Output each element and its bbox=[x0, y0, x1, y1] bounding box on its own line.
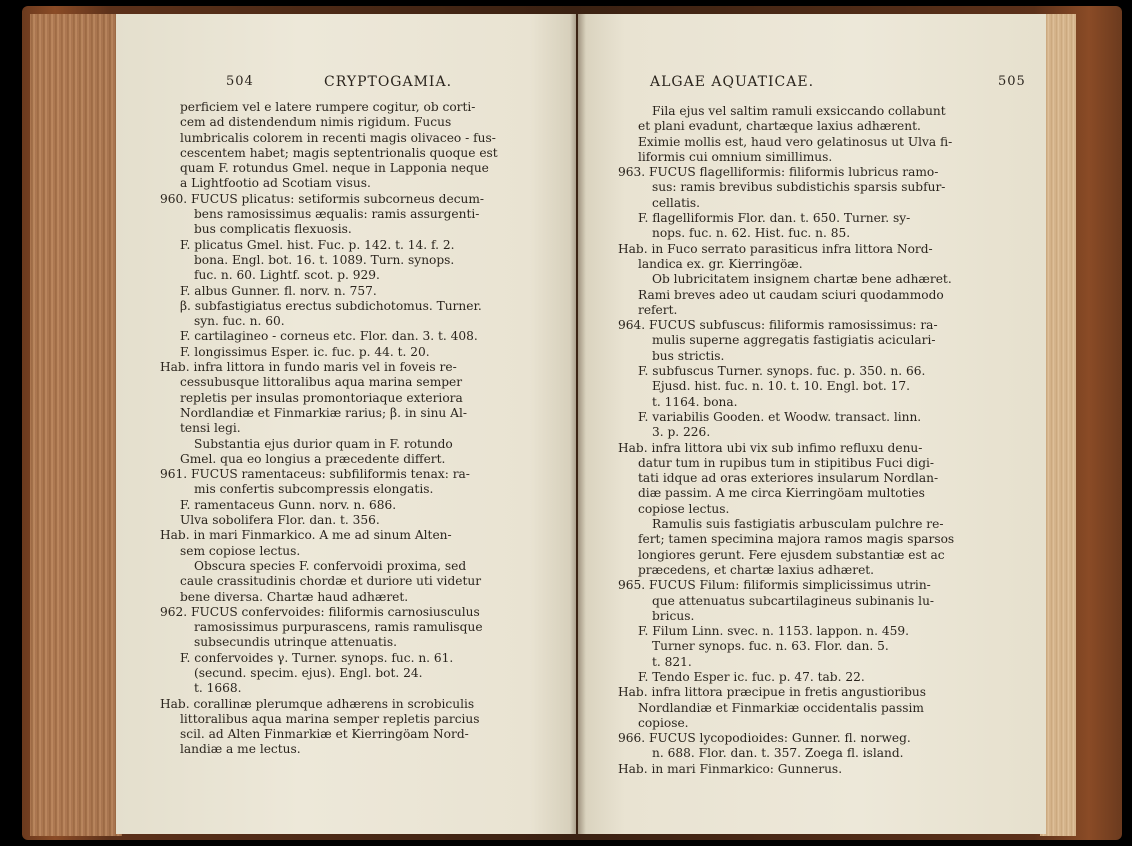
left-text-line: Hab. corallinæ plerumque adhærens in scrobiculis bbox=[160, 696, 475, 711]
left-text-line: Hab. in mari Finmarkico. A me ad sinum Alten- bbox=[160, 528, 452, 543]
left-page-number: 504 bbox=[226, 74, 254, 89]
left-text-line: cem ad distendendum nimis rigidum. Fucus bbox=[180, 115, 452, 130]
left-text-line: scil. ad Alten Finmarkiæ et Kierringöam Nord- bbox=[180, 727, 469, 742]
right-text-line: sus: ramis brevibus subdistichis sparsis subfur- bbox=[652, 180, 946, 195]
right-text-line: Rami breves adeo ut caudam sciuri quodammodo bbox=[638, 287, 944, 302]
right-text-line: Ob lubricitatem insignem chartæ bene adhæret. bbox=[652, 272, 952, 287]
left-text-line: bus complicatis flexuosis. bbox=[194, 222, 352, 237]
right-page-text bbox=[604, 104, 1028, 777]
left-text-line: Gmel. qua eo longius a præcedente differt. bbox=[180, 451, 446, 466]
right-text-line: bricus. bbox=[652, 608, 695, 623]
left-text-line: Substantia ejus durior quam in F. rotundo bbox=[194, 436, 453, 451]
right-text-line: Ejusd. hist. fuc. n. 10. t. 10. Engl. bot. 17. bbox=[652, 379, 911, 394]
right-text-line: longiores gerunt. Fere ejusdem substantiæ est ac bbox=[638, 547, 945, 562]
left-text-line: F. albus Gunner. fl. norv. n. 757. bbox=[180, 283, 377, 298]
right-text-line: Hab. infra littora præcipue in fretis angustioribus bbox=[618, 685, 926, 700]
right-text-line: præcedens, et chartæ laxius adhæret. bbox=[638, 562, 875, 577]
right-text-line: cellatis. bbox=[652, 195, 701, 210]
right-text-line: liformis cui omnium simillimus. bbox=[638, 149, 833, 164]
right-text-line: copiose lectus. bbox=[638, 501, 730, 516]
left-text-line: quam F. rotundus Gmel. neque in Lapponia neque bbox=[180, 161, 489, 176]
right-text-line: fert; tamen specimina majora ramos magis sparsos bbox=[638, 532, 955, 547]
left-text-line: fuc. n. 60. Lightf. scot. p. 929. bbox=[194, 268, 380, 283]
left-text-line: F. cartilagineo - corneus etc. Flor. dan. 3. t. 408. bbox=[180, 329, 478, 344]
book-gutter bbox=[570, 14, 586, 834]
right-header-title: ALGAE AQUATICAE. bbox=[650, 74, 815, 90]
left-text-line: bona. Engl. bot. 16. t. 1089. Turn. synops. bbox=[194, 252, 455, 267]
right-text-line: que attenuatus subcartilagineus subinanis lu- bbox=[652, 593, 935, 608]
left-text-line: (secund. specim. ejus). Engl. bot. 24. bbox=[194, 665, 423, 680]
right-text-line: 3. p. 226. bbox=[652, 425, 711, 440]
left-text-line: Ulva sobolifera Flor. dan. t. 356. bbox=[180, 513, 380, 528]
right-text-line: 965. FUCUS Filum: filiformis simplicissimus utrin- bbox=[618, 578, 931, 593]
right-text-line: mulis superne aggregatis fastigiatis aciculari- bbox=[652, 333, 936, 348]
left-text-line: caule crassitudinis chordæ et duriore uti videtur bbox=[180, 574, 482, 589]
right-text-line: et plani evadunt, chartæque laxius adhærent. bbox=[638, 119, 921, 134]
left-text-line: F. plicatus Gmel. hist. Fuc. p. 142. t. 14. f. 2. bbox=[180, 237, 455, 252]
left-text-line: F. confervoides γ. Turner. synops. fuc. n. 61. bbox=[180, 650, 454, 665]
left-text-line: 961. FUCUS ramentaceus: subfiliformis tenax: ra- bbox=[160, 467, 470, 482]
left-text-line: mis confertis subcompressis elongatis. bbox=[194, 482, 434, 497]
left-text-line: 962. FUCUS confervoides: filiformis carnosiusculus bbox=[160, 604, 480, 619]
left-text-line: subsecundis utrinque attenuatis. bbox=[194, 635, 397, 650]
right-text-line: Ramulis suis fastigiatis arbusculam pulchre re- bbox=[652, 517, 944, 532]
right-text-line: n. 688. Flor. dan. t. 357. Zoega fl. island. bbox=[652, 746, 904, 761]
left-text-line: tensi legi. bbox=[180, 421, 241, 436]
left-text-line: F. longissimus Esper. ic. fuc. p. 44. t. 20. bbox=[180, 344, 430, 359]
right-text-line: 964. FUCUS subfuscus: filiformis ramosissimus: ra- bbox=[618, 318, 938, 333]
left-text-line: 960. FUCUS plicatus: setiformis subcorneus decum- bbox=[160, 191, 485, 206]
left-header-title: CRYPTOGAMIA. bbox=[324, 74, 453, 90]
left-text-line: F. ramentaceus Gunn. norv. n. 686. bbox=[180, 497, 397, 512]
right-text-line: Hab. in mari Finmarkico: Gunnerus. bbox=[618, 761, 843, 776]
right-text-line: Fila ejus vel saltim ramuli exsiccando collabunt bbox=[652, 104, 946, 118]
right-text-line: nops. fuc. n. 62. Hist. fuc. n. 85. bbox=[652, 226, 851, 241]
left-text-line: perficiem vel e latere rumpere cogitur, ob corti- bbox=[180, 100, 476, 114]
left-text-line: syn. fuc. n. 60. bbox=[194, 314, 285, 329]
left-page-text bbox=[146, 100, 566, 758]
right-text-line: Eximie mollis est, haud vero gelatinosus ut Ulva fi- bbox=[638, 134, 953, 149]
left-text-line: bens ramosissimus æqualis: ramis assurgenti- bbox=[194, 207, 480, 222]
right-text-line: t. 1164. bona. bbox=[652, 394, 738, 409]
right-page-number: 505 bbox=[998, 74, 1026, 89]
left-text-line: lumbricalis colorem in recenti magis olivaceo - fus- bbox=[180, 130, 496, 145]
left-text-line: Nordlandiæ et Finmarkiæ rarius; β. in sinu Al- bbox=[180, 405, 467, 420]
left-text-line: a Lightfootio ad Scotiam visus. bbox=[180, 176, 371, 191]
right-text-line: F. flagelliformis Flor. dan. t. 650. Turner. sy- bbox=[638, 211, 911, 226]
left-text-line: littoralibus aqua marina semper repletis parcius bbox=[180, 711, 480, 726]
right-text-line: F. Tendo Esper ic. fuc. p. 47. tab. 22. bbox=[638, 669, 865, 684]
left-text-line: landiæ a me lectus. bbox=[180, 742, 301, 757]
left-text-line: t. 1668. bbox=[194, 681, 242, 696]
left-text-line: bene diversa. Chartæ haud adhæret. bbox=[180, 589, 409, 604]
right-text-line: Hab. infra littora ubi vix sub infimo refluxu denu- bbox=[618, 440, 923, 455]
right-text-line: 966. FUCUS lycopodioides: Gunner. fl. norweg. bbox=[618, 731, 911, 746]
right-text-line: t. 821. bbox=[652, 654, 692, 669]
left-text-line: sem copiose lectus. bbox=[180, 543, 301, 558]
right-text-line: refert. bbox=[638, 302, 678, 317]
left-text-line: Hab. infra littora in fundo maris vel in foveis re- bbox=[160, 360, 457, 375]
right-text-line: F. Filum Linn. svec. n. 1153. lappon. n. 459. bbox=[638, 624, 909, 639]
right-text-line: Nordlandiæ et Finmarkiæ occidentalis passim bbox=[638, 700, 924, 715]
left-text-line: ramosissimus purpurascens, ramis ramulisque bbox=[194, 620, 483, 635]
left-text-line: cessubusque littoralibus aqua marina semper bbox=[180, 375, 463, 390]
left-text-line: Obscura species F. confervoidi proxima, sed bbox=[194, 558, 467, 573]
left-page-stack-edge bbox=[30, 14, 122, 836]
left-text-line: cescentem habet; magis septentrionalis quoque est bbox=[180, 145, 498, 160]
right-text-line: tati idque ad oras exteriores insularum Nordlan- bbox=[638, 471, 939, 486]
right-text-line: F. variabilis Gooden. et Woodw. transact. linn. bbox=[638, 409, 922, 424]
right-page bbox=[578, 14, 1046, 834]
right-text-line: bus strictis. bbox=[652, 348, 725, 363]
left-page bbox=[116, 14, 576, 834]
right-text-line: diæ passim. A me circa Kierringöam multoties bbox=[638, 486, 925, 501]
left-text-line: repletis per insulas promontoriaque exteriora bbox=[180, 390, 463, 405]
right-text-line: copiose. bbox=[638, 715, 689, 730]
left-text-line: β. subfastigiatus erectus subdichotomus. Turner. bbox=[180, 298, 482, 313]
right-text-line: 963. FUCUS flagelliformis: filiformis lubricus ramo- bbox=[618, 165, 939, 180]
right-text-line: Hab. in Fuco serrato parasiticus infra littora Nord- bbox=[618, 241, 933, 256]
right-text-line: datur tum in rupibus tum in stipitibus Fuci digi- bbox=[638, 455, 935, 470]
right-text-line: F. subfuscus Turner. synops. fuc. p. 350. n. 66. bbox=[638, 364, 926, 379]
right-text-line: landica ex. gr. Kierringöæ. bbox=[638, 256, 803, 271]
right-text-line: Turner synops. fuc. n. 63. Flor. dan. 5. bbox=[652, 639, 889, 654]
